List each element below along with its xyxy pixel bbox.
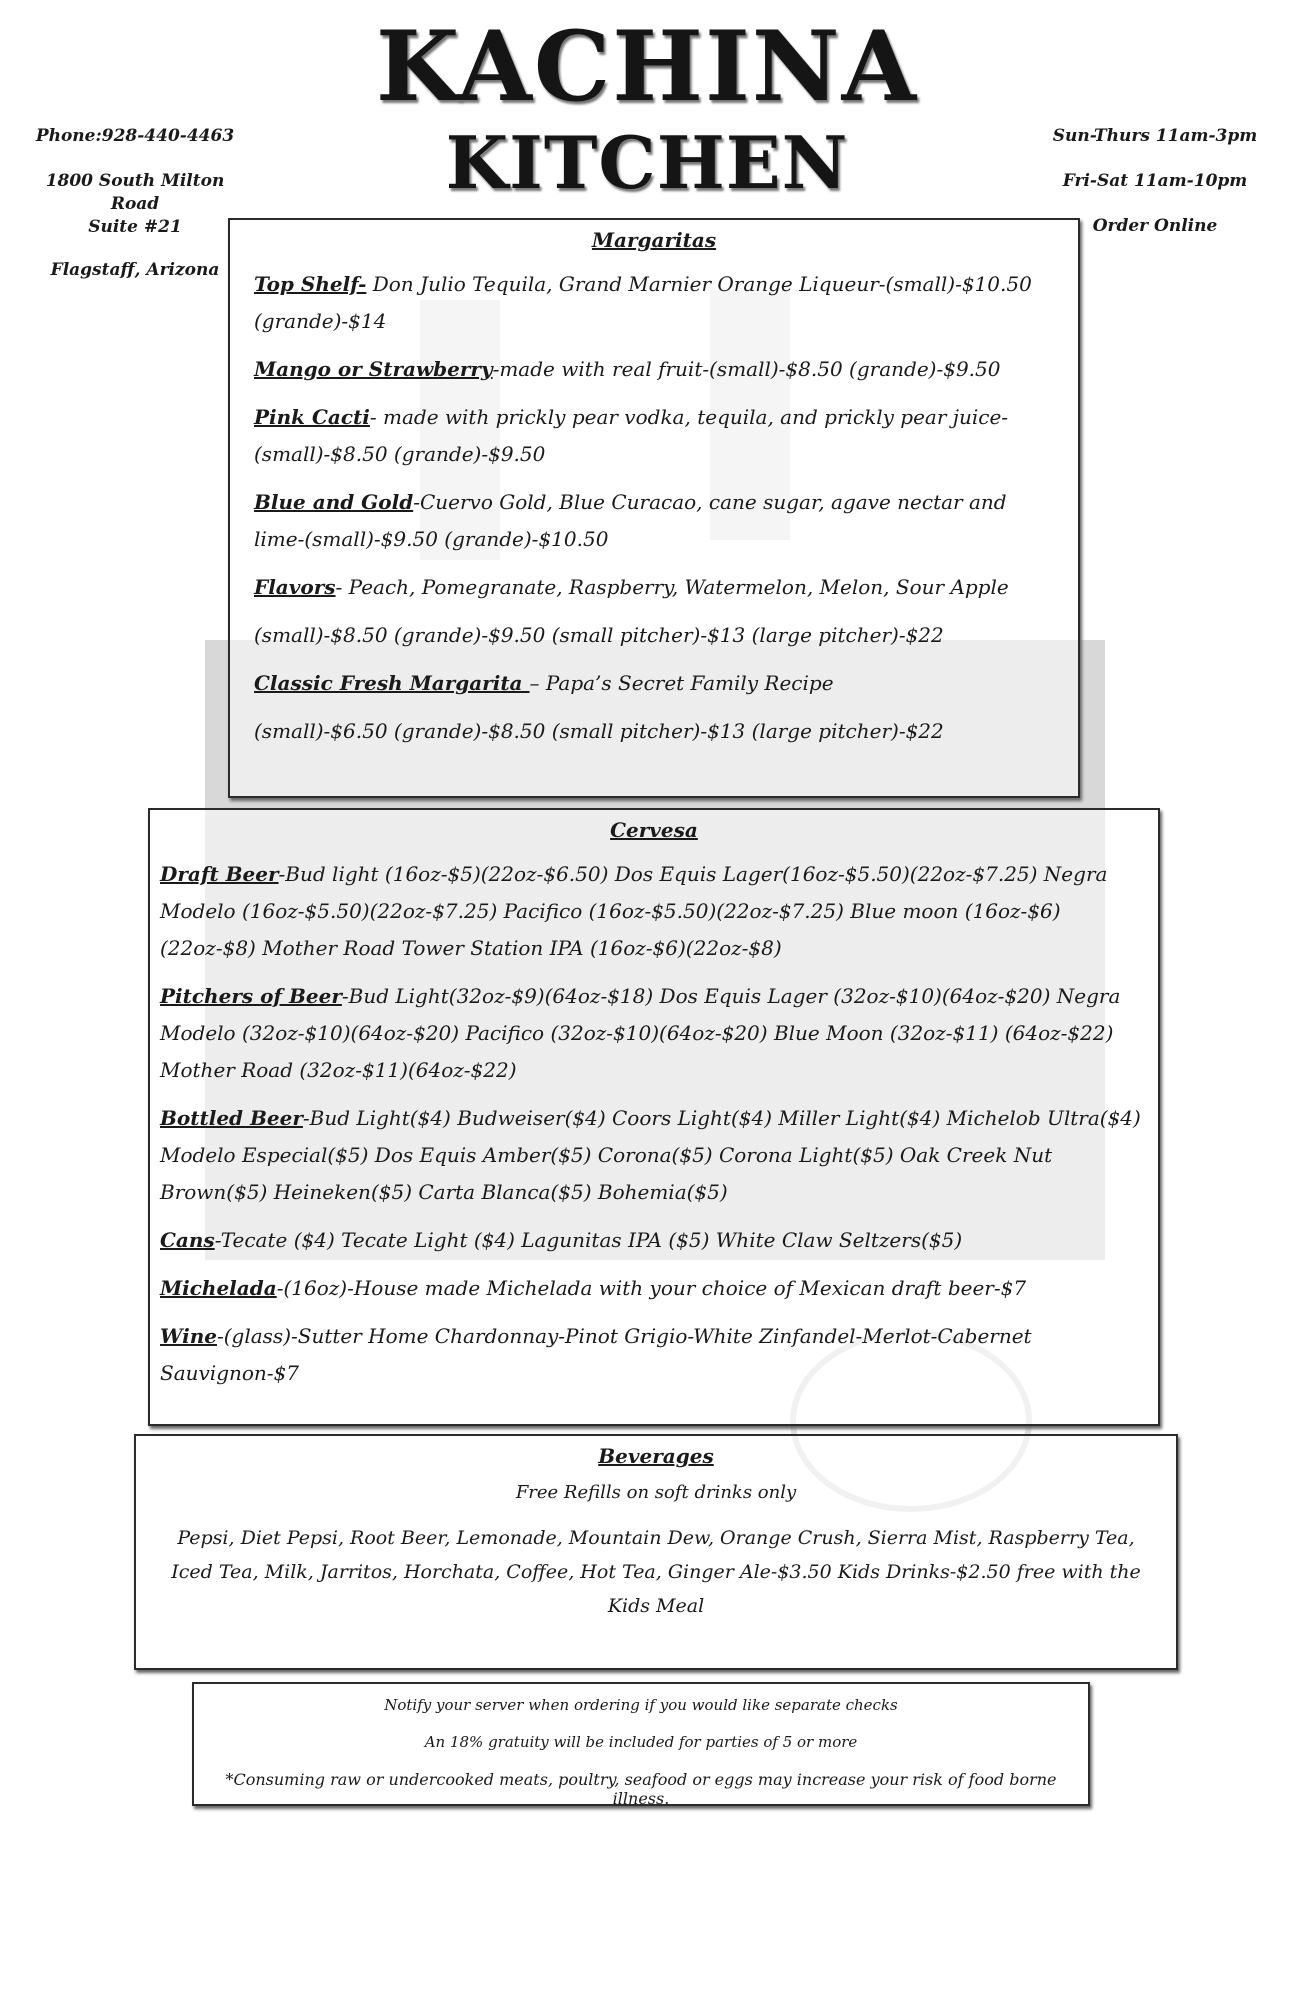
menu-item-description: (small)-$8.50 (grande)-$9.50 (small pitcher)-$13 (large pitcher)-$22 <box>254 623 944 647</box>
menu-item-description: -made with real fruit-(small)-$8.50 (grande)-$9.50 <box>492 357 1001 381</box>
address-suite: Suite #21 <box>88 216 182 237</box>
menu-item-description: -Bud Light($4) Budweiser($4) Coors Light($4) Miller Light($4) Michelob Ultra($4) Modelo Especial($5) Dos Equis Amber($5) Corona($5) Corona Light($5) Oak Creek Nut Brown($5) Heineken($5) Carta Blanca($5) Bohemia($5) <box>160 1106 1141 1204</box>
order-online-link[interactable]: Order Online <box>1092 215 1218 236</box>
menu-item <box>160 1318 1148 1392</box>
beverages-refill-note: Free Refills on soft drinks only <box>515 1482 797 1503</box>
restaurant-name-line2: KITCHEN <box>445 120 849 205</box>
menu-item-label: Top Shelf- <box>254 272 367 296</box>
menu-item <box>254 713 1054 750</box>
menu-item-label: Bottled Beer <box>160 1106 303 1130</box>
cerveza-section <box>148 808 1160 1426</box>
menu-item-label: Classic Fresh Margarita <box>254 671 530 695</box>
menu-item <box>160 1270 1148 1307</box>
hours-weekday: Sun-Thurs 11am-3pm <box>1052 126 1258 146</box>
menu-item <box>254 484 1054 558</box>
menu-item-description: -Cuervo Gold, Blue Curacao, cane sugar, agave nectar and lime-(small)-$9.50 (grande)-$10.50 <box>254 490 1007 551</box>
menu-item-description: -Tecate ($4) Tecate Light ($4) Lagunitas IPA ($5) White Claw Seltzers($5) <box>214 1228 963 1252</box>
gratuity-notice: An 18% gratuity will be included for parties of 5 or more <box>424 1733 858 1751</box>
menu-item-description: -Bud Light(32oz-$9)(64oz-$18) Dos Equis Lager (32oz-$10)(64oz-$20) Negra Modelo (32oz-$10)(64oz-$20) Pacifico (32oz-$10)(64oz-$20) Blue Moon (32oz-$11) (64oz-$22) Mother Road (32oz-$11)(64oz-$22) <box>160 984 1121 1082</box>
menu-item-label: Cans <box>160 1228 215 1252</box>
beverages-list: Pepsi, Diet Pepsi, Root Beer, Lemonade, Mountain Dew, Orange Crush, Sierra Mist, Raspberry Tea, Iced Tea, Milk, Jarritos, Horchata, Coffee, Hot Tea, Ginger Ale-$3.50 Kids Drinks-$2.50 free with the Kids Meal <box>171 1527 1141 1617</box>
menu-item <box>254 665 1054 702</box>
food-safety-warning: *Consuming raw or undercooked meats, poultry, seafood or eggs may increase your risk of food borne illness. <box>225 1770 1057 1808</box>
menu-item-description: - Peach, Pomegranate, Raspberry, Watermelon, Melon, Sour Apple <box>335 575 1009 599</box>
menu-item-label: Draft Beer <box>160 862 279 886</box>
menu-item-description: Don Julio Tequila, Grand Marnier Orange Liqueur-(small)-$10.50 (grande)-$14 <box>254 272 1032 333</box>
menu-item-description: -(16oz)-House made Michelada with your choice of Mexican draft beer-$7 <box>276 1276 1027 1300</box>
menu-item <box>160 1100 1148 1211</box>
menu-item-label: Blue and Gold <box>254 490 414 514</box>
menu-item-label: Wine <box>160 1324 217 1348</box>
restaurant-name-line1: KACHINA <box>375 10 919 123</box>
menu-item-description: (small)-$6.50 (grande)-$8.50 (small pitcher)-$13 (large pitcher)-$22 <box>254 719 944 743</box>
menu-item-label: Mango or Strawberry <box>254 357 493 381</box>
menu-item-label: Pitchers of Beer <box>160 984 342 1008</box>
menu-item <box>160 978 1148 1089</box>
menu-item-description: -Bud light (16oz-$5)(22oz-$6.50) Dos Equis Lager(16oz-$5.50)(22oz-$7.25) Negra Modelo (16oz-$5.50)(22oz-$7.25) Pacifico (16oz-$5.50)(22oz-$7.25) Blue moon (16oz-$6)(22oz-$8) Mother Road Tower Station IPA (16oz-$6)(22oz-$8) <box>160 862 1108 960</box>
menu-item <box>254 569 1054 606</box>
margaritas-section <box>228 218 1080 798</box>
menu-item <box>160 856 1148 967</box>
notices-section <box>192 1682 1090 1806</box>
address-street: 1800 South Milton Road <box>45 170 225 214</box>
phone-number: Phone:928-440-4463 <box>35 126 235 146</box>
beverages-section <box>134 1434 1178 1670</box>
margaritas-title: Margaritas <box>591 228 717 252</box>
menu-item-label: Pink Cacti <box>254 405 370 429</box>
menu-item <box>254 617 1054 654</box>
menu-item <box>160 1222 1148 1259</box>
menu-item <box>254 266 1054 340</box>
menu-item-description: – Papa’s Secret Family Recipe <box>529 671 834 695</box>
menu-item <box>254 351 1054 388</box>
menu-item <box>254 399 1054 473</box>
address <box>30 170 240 239</box>
menu-item-label: Flavors <box>254 575 336 599</box>
cerveza-title: Cervesa <box>610 818 698 842</box>
hours-weekend: Fri-Sat 11am-10pm <box>1062 170 1248 191</box>
menu-item-label: Michelada <box>160 1276 277 1300</box>
separate-checks-notice: Notify your server when ordering if you would like separate checks <box>384 1696 898 1714</box>
contact-info <box>30 125 240 304</box>
beverages-title: Beverages <box>598 1444 714 1468</box>
address-city: Flagstaff, Arizona <box>50 259 220 280</box>
menu-item-description: -(glass)-Sutter Home Chardonnay-Pinot Grigio-White Zinfandel-Merlot-Cabernet Sauvignon-$7 <box>160 1324 1032 1385</box>
menu-item-description: - made with prickly pear vodka, tequila, and prickly pear juice-(small)-$8.50 (grande)-$9.50 <box>254 405 1009 466</box>
